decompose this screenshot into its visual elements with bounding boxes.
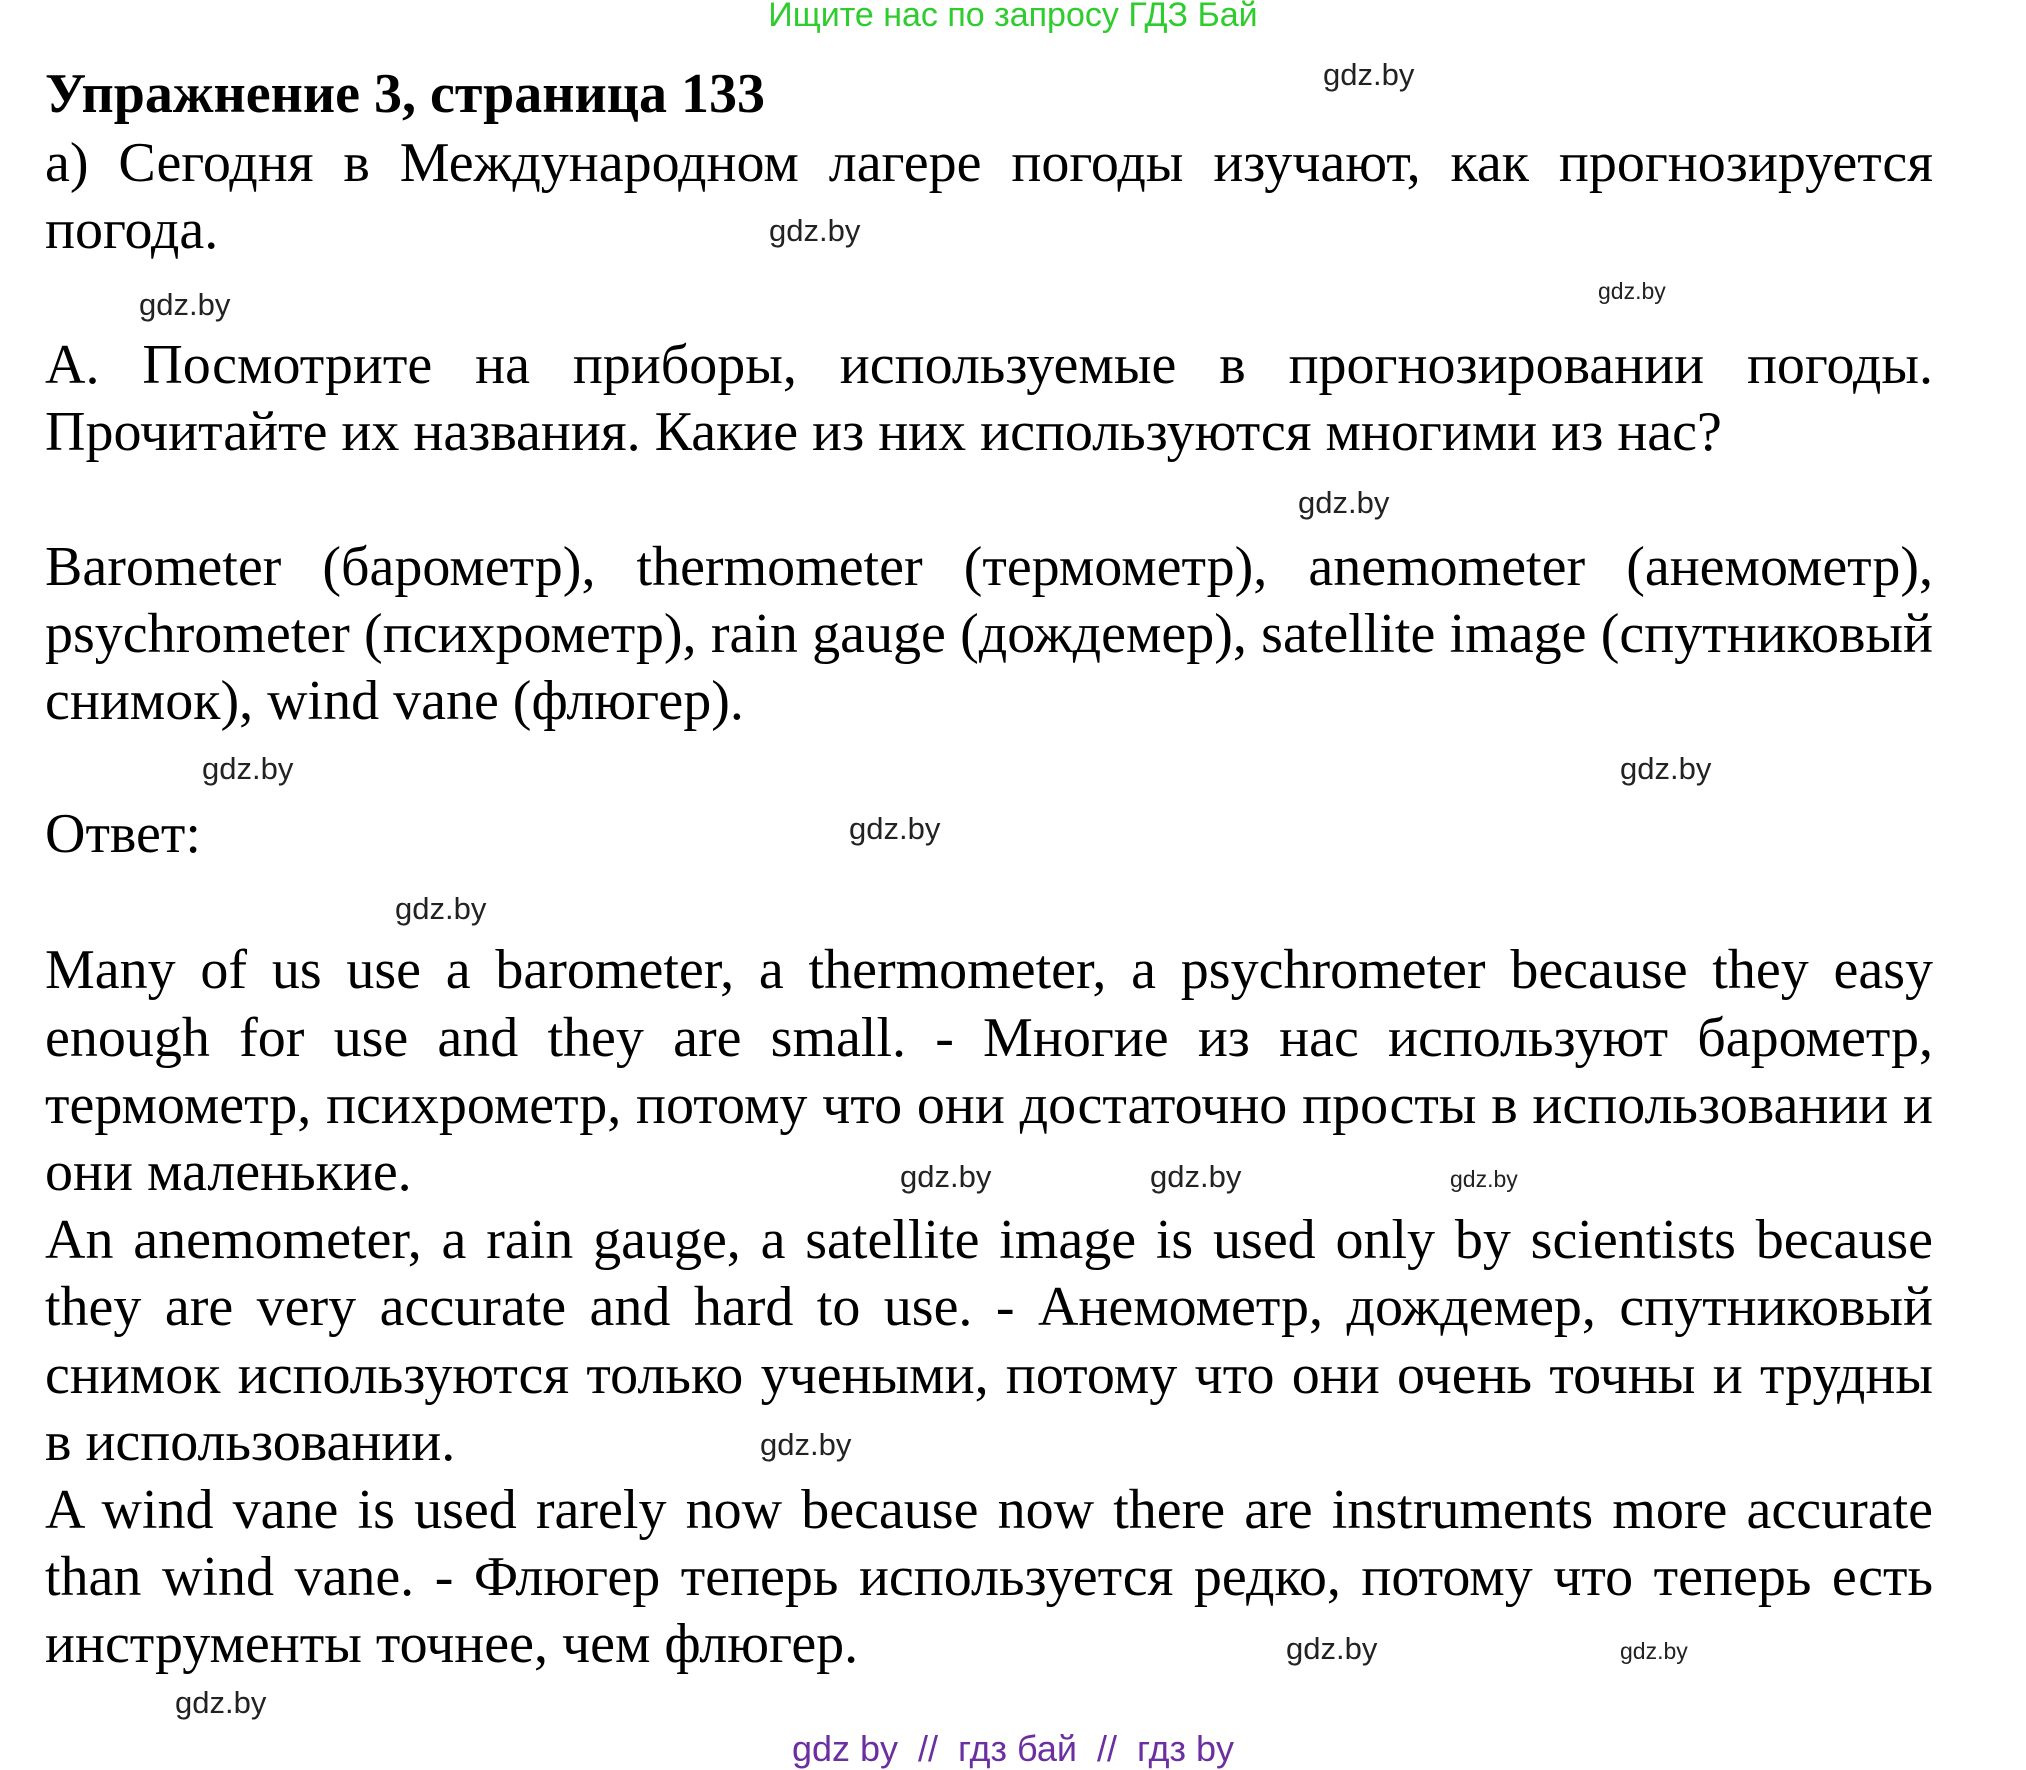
watermark: gdz.by: [395, 891, 487, 926]
task-a-text: а) Сегодня в Международном лагере погоды изучают, как прогнозируется погода.: [45, 132, 1933, 262]
watermark: gdz.by: [1286, 1631, 1378, 1666]
answer-paragraph-2: An anemometer, a rain gauge, a satellite image is used only by scientists because they are very accurate and hard to use. - Анемометр, дождемер, спутниковый снимок используются только учеными, потому что они очень точны и трудны в использовании.: [45, 1208, 1933, 1474]
watermark: gdz.by: [1150, 1159, 1242, 1194]
instruments-list: Barometer (барометр), thermometer (термометр), anemometer (анемометр), psychrometer (психрометр), rain gauge (дождемер), satellite image (спутниковый снимок), wind vane (флюгер).: [45, 535, 1933, 733]
page-title: Упражнение 3, страница 133: [45, 63, 766, 125]
watermark: gdz.by: [760, 1427, 852, 1462]
answer-paragraph-3: A wind vane is used rarely now because now there are instruments more accurate than wind vane. - Флюгер теперь используется редко, потому что теперь есть инструменты точнее, чем флюгер.: [45, 1478, 1933, 1676]
watermark: gdz.by: [139, 287, 231, 322]
watermark: gdz.by: [769, 213, 861, 248]
watermark: gdz.by: [1620, 751, 1712, 786]
search-banner: Ищите нас по запросу ГДЗ Бай: [768, 0, 1258, 34]
watermark: gdz.by: [1620, 1638, 1688, 1664]
watermark: gdz.by: [849, 811, 941, 846]
watermark: gdz.by: [1598, 278, 1666, 304]
task-A-text: А. Посмотрите на приборы, используемые в прогнозировании погоды. Прочитайте их названия. Какие из них используются многими из нас?: [45, 333, 1933, 464]
watermark: gdz.by: [1323, 57, 1415, 92]
watermark: gdz.by: [900, 1159, 992, 1194]
watermark: gdz.by: [175, 1685, 267, 1720]
watermark: gdz.by: [1298, 485, 1390, 520]
answer-label: Ответ:: [45, 802, 201, 865]
watermark: gdz.by: [1450, 1166, 1518, 1192]
answer-paragraph-1: Many of us use a barometer, a thermometer, a psychrometer because they easy enough for use and they are small. - Многие из нас используют барометр, термометр, психрометр, потому что они достаточно просты в использовании и они маленькие.: [45, 939, 1933, 1204]
watermark: gdz.by: [202, 751, 294, 786]
document-body: [45, 130, 1933, 1679]
footer-links: gdz by // гдз бай // гдз by: [791, 1728, 1235, 1769]
